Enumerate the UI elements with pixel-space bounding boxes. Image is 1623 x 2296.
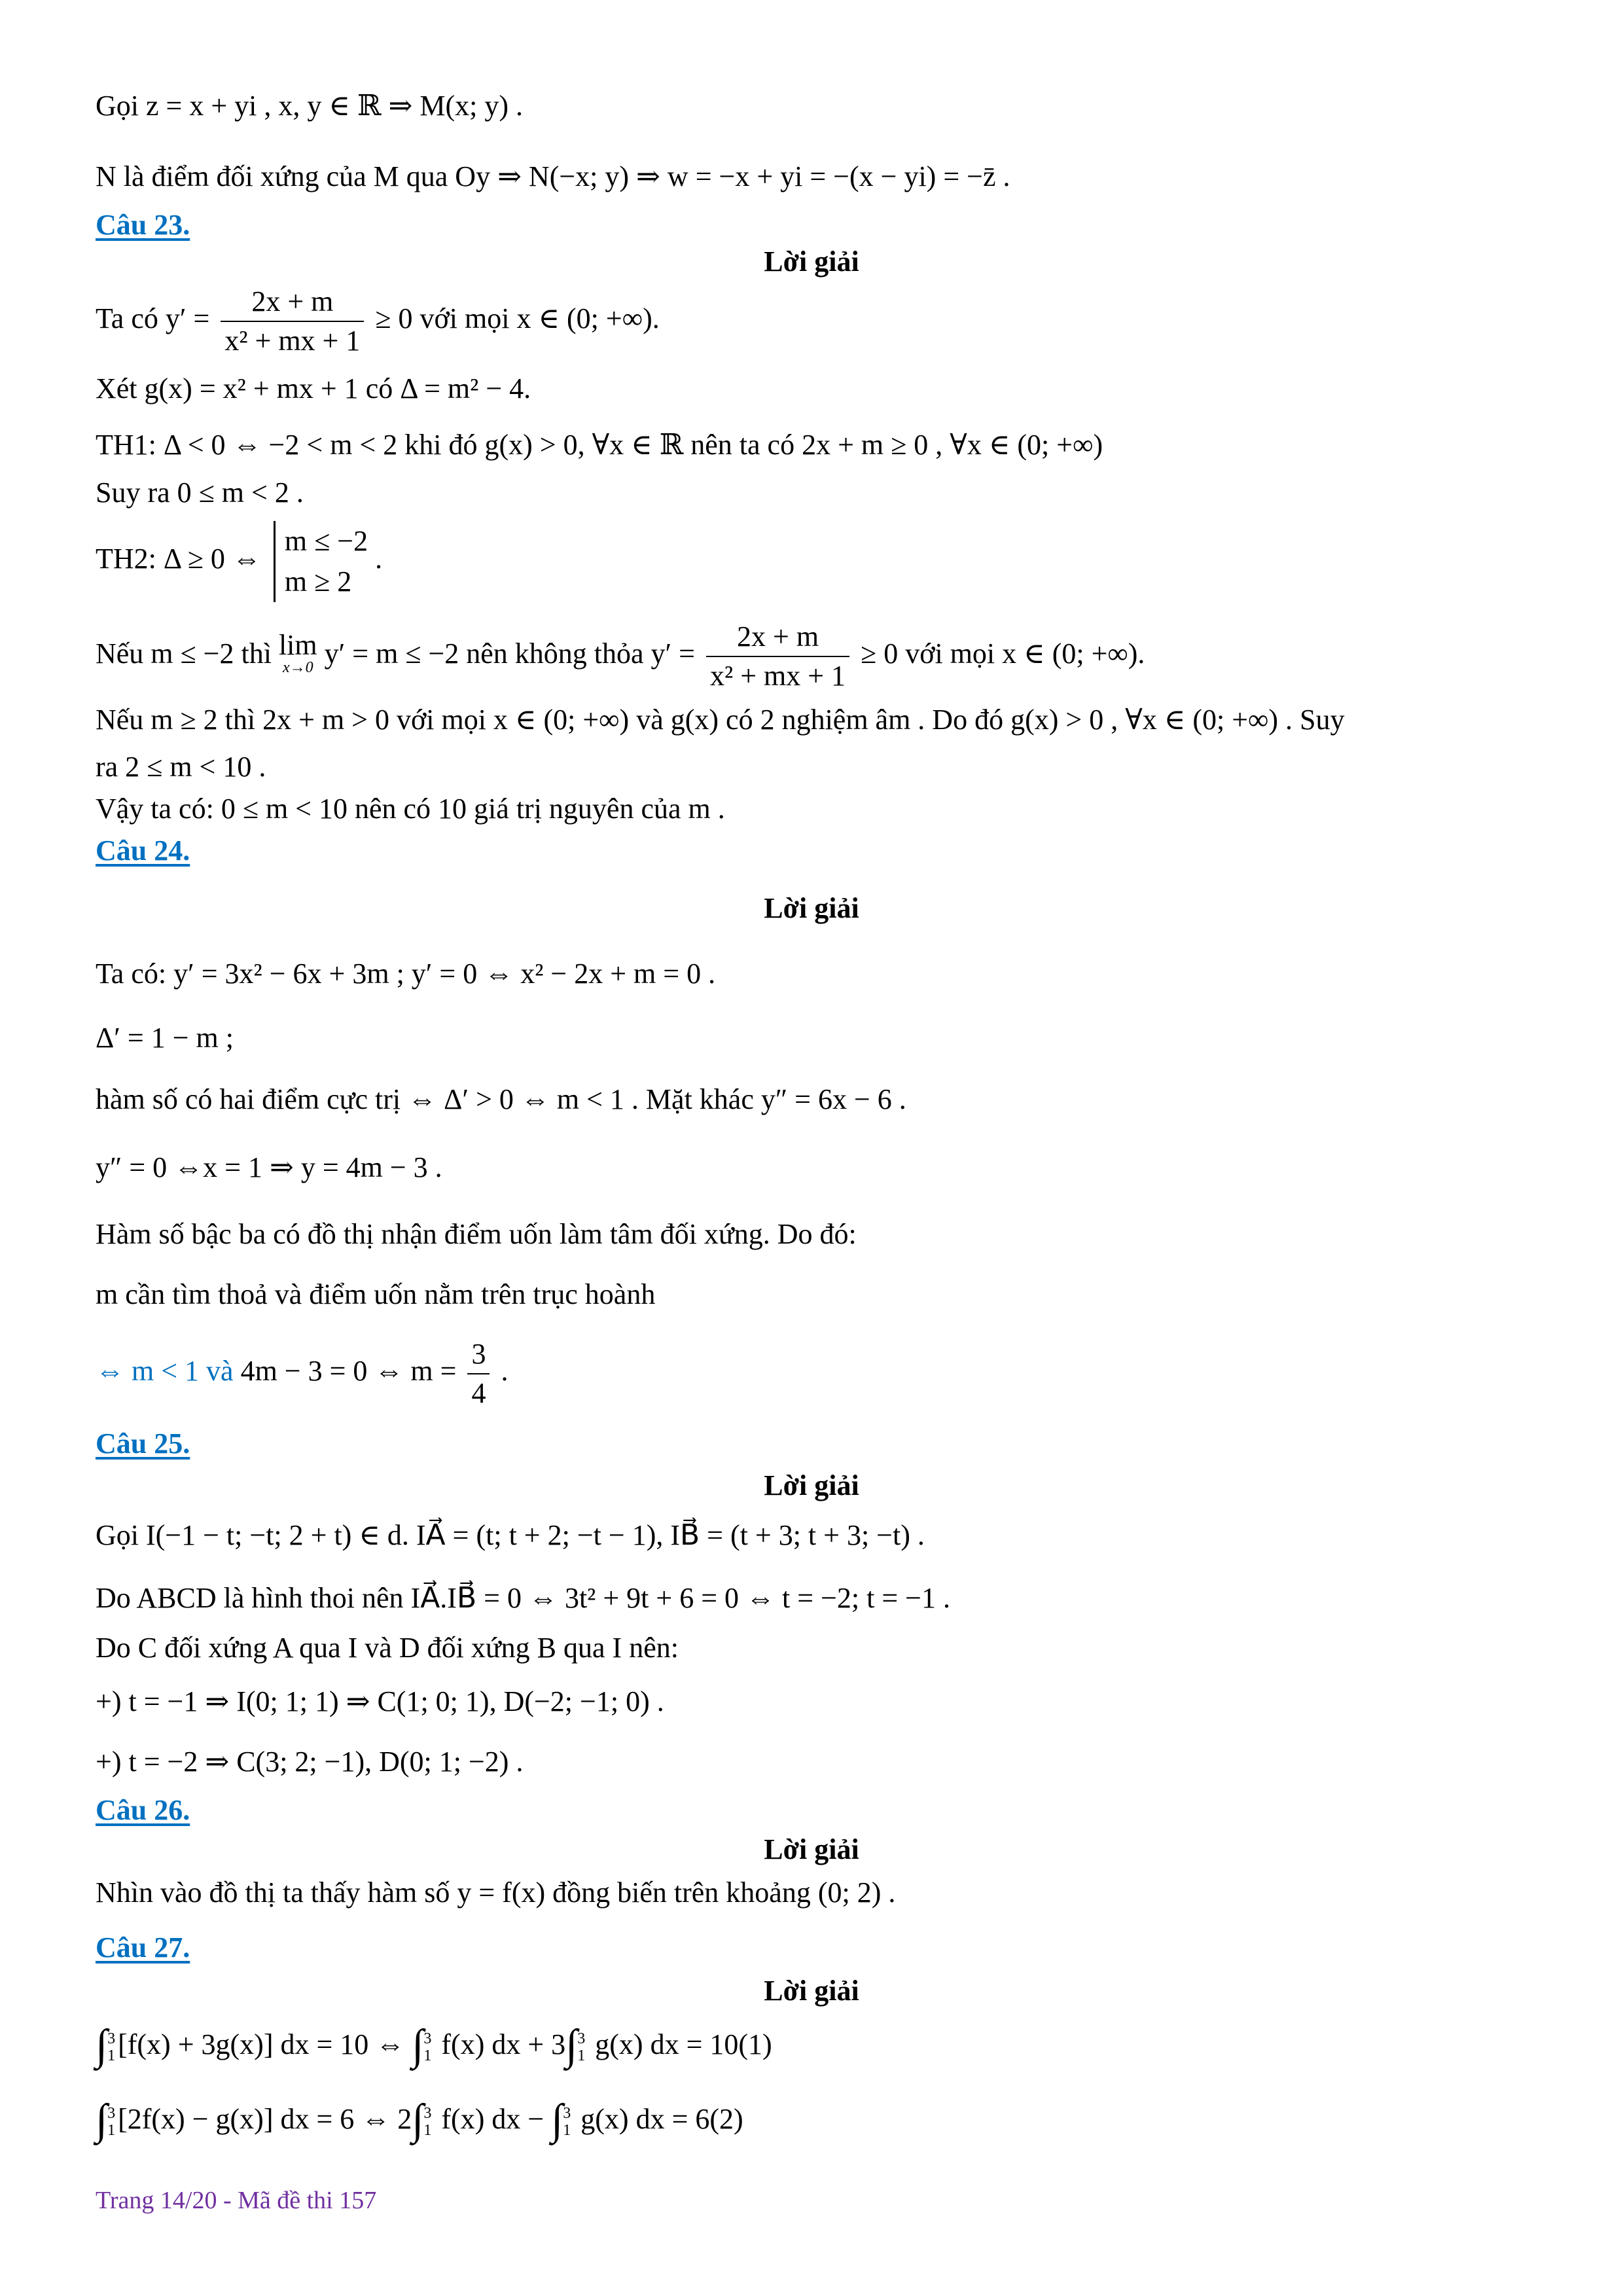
integral-upper: 3 xyxy=(107,2104,116,2122)
intro-line-1: Gọi z = x + yi , x, y ∈ ℝ ⇒ M(x; y) . xyxy=(96,90,524,122)
q23-system-bracket xyxy=(274,521,368,602)
integral-sign: ∫ xyxy=(565,2021,578,2069)
q23-system-case-2: m ≥ 2 xyxy=(284,565,352,598)
integral-sign: ∫ xyxy=(96,2021,108,2069)
q27-line-2-b: f(x) dx − xyxy=(434,2103,552,2135)
q23-line-3: TH1: Δ < 0 ⇔ −2 < m < 2 khi đó g(x) > 0, ∀x ∈ ℝ nên ta có 2x + m ≥ 0 , ∀x ∈ (0; +∞) xyxy=(96,429,1103,461)
integral-limits xyxy=(107,2030,115,2064)
q23-th2-dot: . xyxy=(375,543,383,575)
q27-line-1 xyxy=(96,2021,772,2069)
integral-sign: ∫ xyxy=(412,2096,424,2144)
q24-line-2: Δ′ = 1 − m ; xyxy=(96,1022,234,1054)
q27-line-2 xyxy=(96,2096,743,2144)
q23-line-4: Suy ra 0 ≤ m < 2 . xyxy=(96,476,304,509)
q23-line-1 xyxy=(96,283,660,360)
q23-limit-sub: x→0 xyxy=(282,659,313,676)
integral-limits xyxy=(563,2105,571,2139)
q23-fraction-1-num: 2x + m xyxy=(221,283,364,322)
integral-sign: ∫ xyxy=(96,2096,108,2144)
q23-fraction-2-num: 2x + m xyxy=(706,618,849,657)
q23-line-1-pre: Ta có y′ = xyxy=(96,302,210,335)
question-24-solution-heading: Lời giải xyxy=(764,892,859,924)
q23-limit-word: lim xyxy=(278,629,317,661)
q27-line-1-b: f(x) dx + 3 xyxy=(434,2028,566,2060)
q25-line-1: Gọi I(−1 − t; −t; 2 + t) ∈ d. IA⃗ = (t; t + 2; −t − 1), IB⃗ = (t + 3; t + 3; −t) . xyxy=(96,1519,925,1551)
q24-line-5: Hàm số bậc ba có đồ thị nhận điểm uốn làm tâm đối xứng. Do đó: xyxy=(96,1218,857,1250)
integral-lower: 1 xyxy=(423,2047,432,2064)
q23-line-2: Xét g(x) = x² + mx + 1 có Δ = m² − 4. xyxy=(96,372,531,404)
q24-line-1: Ta có: y′ = 3x² − 6x + 3m ; y′ = 0 ⇔ x² − 2x + m = 0 . xyxy=(96,958,716,990)
q27-line-1-a: [f(x) + 3g(x)] dx = 10 ⇔ xyxy=(118,2028,412,2060)
question-24-title: Câu 24. xyxy=(96,834,190,867)
q24-line-7-mid: 4m − 3 = 0 ⇔ m = xyxy=(240,1355,457,1388)
q25-line-2: Do ABCD là hình thoi nên IA⃗.IB⃗ = 0 ⇔ 3t² + 9t + 6 = 0 ⇔ t = −2; t = −1 . xyxy=(96,1582,950,1614)
q23-line-7: Nếu m ≥ 2 thì 2x + m > 0 với mọi x ∈ (0; +∞) và g(x) có 2 nghiệm âm . Do đó g(x) > 0 , ∀x ∈ (0; +∞) . Suy xyxy=(96,704,1345,736)
q24-line-7-dot: . xyxy=(501,1355,508,1388)
q23-line-6-post: ≥ 0 với mọi x ∈ (0; +∞). xyxy=(861,637,1145,670)
q24-line-3: hàm số có hai điểm cực trị ⇔ Δ′ > 0 ⇔ m < 1 . Mặt khác y″ = 6x − 6 . xyxy=(96,1083,906,1115)
q23-limit xyxy=(278,629,317,679)
q23-line-1-post: ≥ 0 với mọi x ∈ (0; +∞). xyxy=(375,302,660,335)
page-footer: Trang 14/20 - Mã đề thi 157 xyxy=(96,2187,377,2214)
q23-fraction-2-den: x² + mx + 1 xyxy=(710,660,846,692)
q27-line-2-c: g(x) dx = 6(2) xyxy=(573,2103,743,2135)
q27-line-1-c: g(x) dx = 10(1) xyxy=(588,2028,772,2060)
q23-th2-pre: TH2: Δ ≥ 0 ⇔ xyxy=(96,543,261,575)
q23-fraction-1 xyxy=(221,283,364,360)
question-25-solution-heading: Lời giải xyxy=(764,1469,859,1501)
question-23-solution-heading: Lời giải xyxy=(764,245,859,278)
integral-lower: 1 xyxy=(563,2121,571,2139)
q23-fraction-1-den: x² + mx + 1 xyxy=(224,325,361,357)
integral-limits xyxy=(107,2105,115,2139)
integral-lower: 1 xyxy=(577,2047,586,2064)
integral-sign: ∫ xyxy=(551,2096,563,2144)
integral-sign: ∫ xyxy=(412,2021,424,2069)
integral-lower: 1 xyxy=(107,2121,116,2139)
integral-upper: 3 xyxy=(423,2104,432,2122)
q24-fraction-den: 4 xyxy=(471,1377,486,1409)
integral-upper: 3 xyxy=(107,2030,116,2047)
integral-limits xyxy=(577,2030,585,2064)
q23-system-case-1: m ≤ −2 xyxy=(284,525,368,557)
q24-fraction xyxy=(467,1335,490,1412)
q23-line-5 xyxy=(96,521,382,602)
q24-line-4: y″ = 0 ⇔x = 1 ⇒ y = 4m − 3 . xyxy=(96,1151,442,1183)
integral-upper: 3 xyxy=(563,2104,571,2122)
q25-line-4: +) t = −1 ⇒ I(0; 1; 1) ⇒ C(1; 0; 1), D(−2; −1; 0) . xyxy=(96,1685,664,1717)
integral-upper: 3 xyxy=(423,2030,432,2047)
q24-fraction-num: 3 xyxy=(467,1335,490,1374)
q24-line-7-pre: ⇔ m < 1 và xyxy=(96,1355,234,1388)
q26-line-1: Nhìn vào đồ thị ta thấy hàm số y = f(x) đồng biến trên khoảng (0; 2) . xyxy=(96,1876,896,1909)
question-26-solution-heading: Lời giải xyxy=(764,1833,859,1865)
q23-line-9: Vậy ta có: 0 ≤ m < 10 nên có 10 giá trị nguyên của m . xyxy=(96,793,725,825)
integral-lower: 1 xyxy=(107,2047,116,2064)
q24-line-6: m cần tìm thoả và điểm uốn nằm trên trục hoành xyxy=(96,1278,656,1310)
integral-limits xyxy=(423,2030,431,2064)
q23-line-6 xyxy=(96,618,1145,695)
q23-line-6-mid: y′ = m ≤ −2 nên không thỏa y′ = xyxy=(324,637,695,670)
question-27-solution-heading: Lời giải xyxy=(764,1975,859,2007)
question-25-title: Câu 25. xyxy=(96,1427,190,1460)
integral-upper: 3 xyxy=(577,2030,586,2047)
q23-line-6-pre: Nếu m ≤ −2 thì xyxy=(96,637,272,670)
integral-limits xyxy=(423,2105,431,2139)
q25-line-3: Do C đối xứng A qua I và D đối xứng B qua I nên: xyxy=(96,1632,679,1664)
question-23-title: Câu 23. xyxy=(96,209,190,241)
q25-line-5: +) t = −2 ⇒ C(3; 2; −1), D(0; 1; −2) . xyxy=(96,1746,524,1778)
q23-fraction-2 xyxy=(706,618,849,695)
q23-line-8: ra 2 ≤ m < 10 . xyxy=(96,751,266,783)
intro-line-2: N là điểm đối xứng của M qua Oy ⇒ N(−x; y) ⇒ w = −x + yi = −(x − yi) = −z̄ . xyxy=(96,160,1010,192)
question-27-title: Câu 27. xyxy=(96,1931,190,1964)
question-26-title: Câu 26. xyxy=(96,1794,190,1826)
q24-line-7 xyxy=(96,1335,508,1412)
integral-lower: 1 xyxy=(423,2121,432,2139)
q27-line-2-a: [2f(x) − g(x)] dx = 6 ⇔ 2 xyxy=(118,2103,412,2135)
